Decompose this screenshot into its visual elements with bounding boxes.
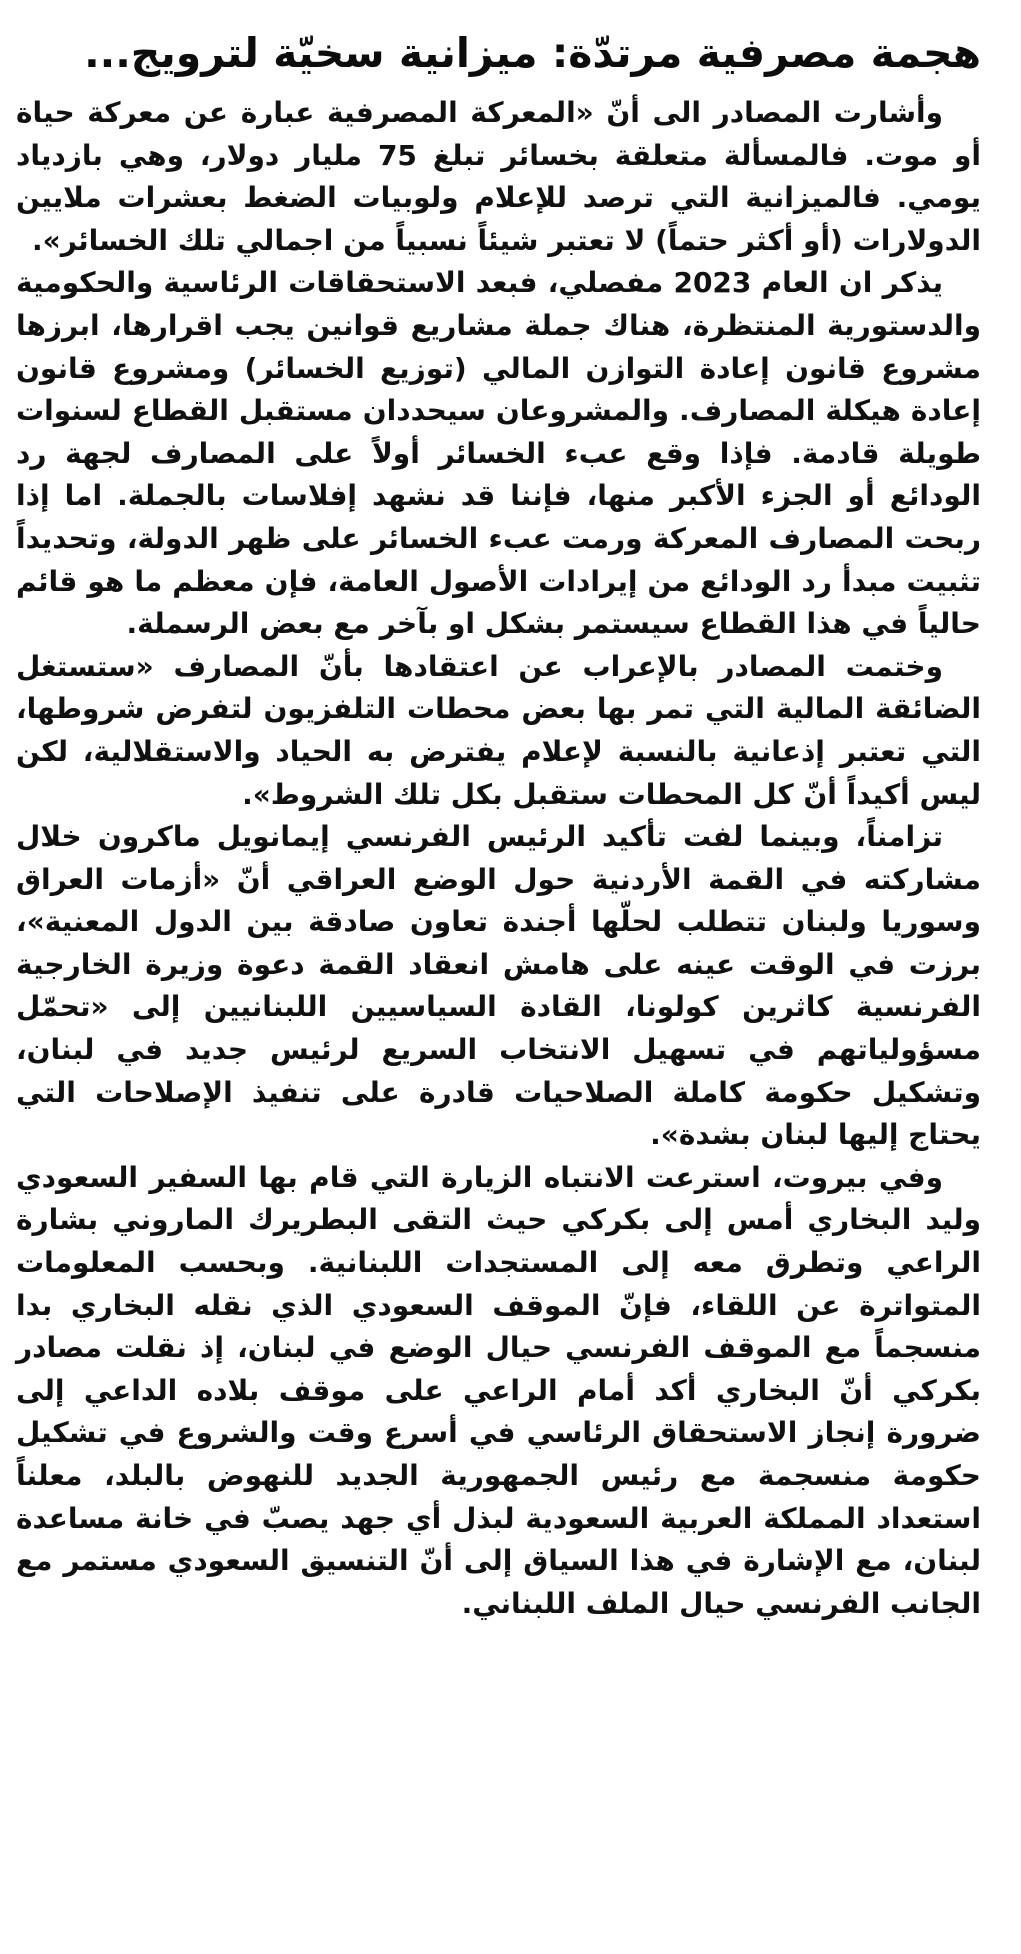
article-paragraph-2: يذكر ان العام 2023 مفصلي، فبعد الاستحقاقات الرئاسية والحكومية والدستورية المنتظرة، هناك جملة مشاريع قوانين يجب اقرارها، ابرزها مشروع قانون إعادة التوازن المالي (توزيع الخسائر) ومشروع قانون إعادة هيكلة المصارف. والمشروعان سيحددان مستقبل القطاع لسنوات طويلة قادمة. فإذا وقع عبء الخسائر أولاً على المصارف لجهة رد الودائع أو الجزء الأكبر منها، فإننا قد نشهد إفلاسات بالجملة. اما إذا ربحت المصارف المعركة ورمت عبء الخسائر على ظهر الدولة، وتحديداً تثبيت مبدأ رد الودائع من إيرادات الأصول العامة، فإن معظم ما هو قائم حالياً في هذا القطاع سيستمر بشكل او بآخر مع بعض الرسملة. [16,266,981,641]
article-paragraph-5: وفي بيروت، استرعت الانتباه الزيارة التي قام بها السفير السعودي وليد البخاري أمس إلى بكركي حيث التقى البطريرك الماروني بشارة الراعي وتطرق معه إلى المستجدات اللبنانية. وبحسب المعلومات المتواترة عن اللقاء، فإنّ الموقف السعودي الذي نقله البخاري بدا منسجماً مع الموقف الفرنسي حيال الوضع في لبنان، إذ نقلت مصادر بكركي أنّ البخاري أكد أمام الراعي على موقف بلاده الداعي إلى ضرورة إنجاز الاستحقاق الرئاسي في أسرع وقت والشروع في تشكيل حكومة منسجمة مع رئيس الجمهورية الجديد للنهوض بالبلد، معلناً استعداد المملكة العربية السعودية لبذل أي جهد يصبّ في خانة مساعدة لبنان، مع الإشارة في هذا السياق إلى أنّ التنسيق السعودي مستمر مع الجانب الفرنسي حيال الملف اللبناني. [16,1160,981,1620]
article-paragraph-4: تزامناً، وبينما لفت تأكيد الرئيس الفرنسي إيمانويل ماكرون خلال مشاركته في القمة الأردنية حول الوضع العراقي أنّ «أزمات العراق وسوريا ولبنان تتطلب لحلّها أجندة تعاون صادقة بين الدول المعنية»، برزت في الوقت عينه على هامش انعقاد القمة دعوة وزيرة الخارجية الفرنسية كاثرين كولونا، القادة السياسيين اللبنانيين إلى «تحمّل مسؤولياتهم في تسهيل الانتخاب السريع لرئيس جديد في لبنان، وتشكيل حكومة كاملة الصلاحيات قادرة على تنفيذ الإصلاحات التي يحتاج إليها لبنان بشدة». [16,820,981,1152]
article-body [16,92,981,1625]
article-paragraph-3: وختمت المصادر بالإعراب عن اعتقادها بأنّ المصارف «ستستغل الضائقة المالية التي تمر بها بعض محطات التلفزيون لتفرض شروطها، التي تعتبر إذعانية بالنسبة لإعلام يفترض به الحياد والاستقلالية، لكن ليس أكيداً أنّ كل المحطات ستقبل بكل تلك الشروط». [16,649,981,811]
article-headline: هجمة مصرفية مرتدّة: ميزانية سخيّة لترويج... [84,29,981,77]
article-paragraph-1: وأشارت المصادر الى أنّ «المعركة المصرفية عبارة عن معركة حياة أو موت. فالمسألة متعلقة بخسائر تبلغ 75 مليار دولار، وهي بازدياد يومي. فالميزانية التي ترصد للإعلام ولوبيات الضغط بعشرات ملايين الدولارات (أو أكثر حتماً) لا تعتبر شيئاً نسبياً من اجمالي تلك الخسائر». [16,96,981,257]
